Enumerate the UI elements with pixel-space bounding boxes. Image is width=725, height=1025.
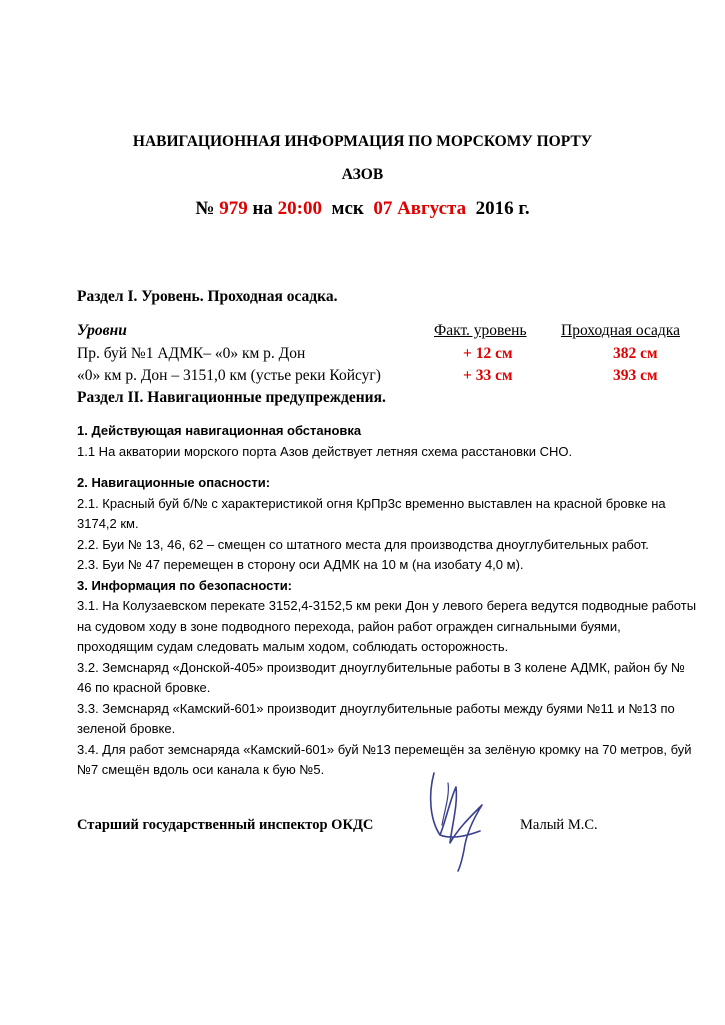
issue-at: на	[252, 198, 273, 219]
doc-issue-line	[0, 198, 725, 220]
signer-position: Старший государственный инспектор ОКДС	[77, 817, 374, 833]
paragraph: 3.4. Для работ земснаряда «Камский-601» буй №13 перемещён за зелёную кромку на 70 метров, буй №7 смещён вдоль оси канала к бую №5.	[77, 741, 692, 777]
subsection-heading: 1. Действующая навигационная обстановка	[77, 423, 362, 438]
fact-level-header: Факт. уровень	[434, 322, 527, 339]
section2-title: Раздел II. Навигационные предупреждения.	[77, 389, 386, 406]
paragraph: 3.3. Земснаряд «Камский-601» производит дноуглубительные работы между буями №11 и №13 по зеленой бровке.	[77, 700, 675, 736]
section1-title: Раздел I. Уровень. Проходная осадка.	[77, 288, 338, 305]
paragraph: 3.2. Земснаряд «Донской-405» производит дноуглубительные работы в 3 колене АДМК, район бу № 46 по красной бровке.	[77, 659, 685, 695]
issue-year: 2016 г.	[475, 198, 530, 219]
paragraph: 2.1. Красный буй б/№ с характеристикой огня КрПр3с временно выставлен на красной бровке на 3174,2 км.	[77, 495, 666, 531]
issue-number: 979	[219, 198, 248, 219]
passing-draft-header: Проходная осадка	[561, 322, 680, 339]
issue-tz: мск	[331, 198, 364, 219]
doc-title-line2: АЗОВ	[341, 166, 384, 183]
subsection-heading: 2. Навигационные опасности:	[77, 475, 271, 490]
handwritten-signature	[420, 765, 500, 875]
level-row-pass: 393 см	[613, 367, 658, 384]
issue-date: 07 Августа	[373, 198, 467, 219]
paragraph: 3.1. На Колузаевском перекате 3152,4-3152,5 км реки Дон у левого берега ведутся подводные работы на судовом ходу в зоне подводного перехода, район работ огражден сигнальными буями, проходящим судам следовать малым ходом, соблюдать осторожность.	[77, 598, 697, 654]
levels-header: Уровни	[77, 322, 127, 339]
level-row-name: Пр. буй №1 АДМК– «0» км р. Дон	[77, 345, 306, 362]
subsection-heading: 3. Информация по безопасности:	[77, 577, 293, 593]
nav-situation-block	[77, 421, 697, 462]
level-row-name: «0» км р. Дон – 3151,0 км (устье реки Койсуг)	[77, 367, 381, 384]
doc-title-line1: НАВИГАЦИОННАЯ ИНФОРМАЦИЯ ПО МОРСКОМУ ПОРТУ	[132, 133, 593, 150]
issue-time: 20:00	[277, 198, 322, 219]
level-row-pass: 382 см	[613, 345, 658, 362]
paragraph: 2.2. Буи № 13, 46, 62 – смещен со штатного места для производства дноуглубительных работ.	[77, 536, 649, 552]
level-row-fact: + 33 см	[463, 367, 513, 384]
paragraph: 1.1 На акватории морского порта Азов действует летняя схема расстановки СНО.	[77, 443, 573, 459]
warnings-block	[77, 473, 697, 781]
paragraph: 2.3. Буи № 47 перемещен в сторону оси АДМК на 10 м (на изобату 4,0 м).	[77, 557, 524, 572]
level-row-fact: + 12 см	[463, 345, 513, 362]
number-prefix: №	[195, 198, 215, 219]
signer-name: Малый М.С.	[520, 817, 598, 833]
